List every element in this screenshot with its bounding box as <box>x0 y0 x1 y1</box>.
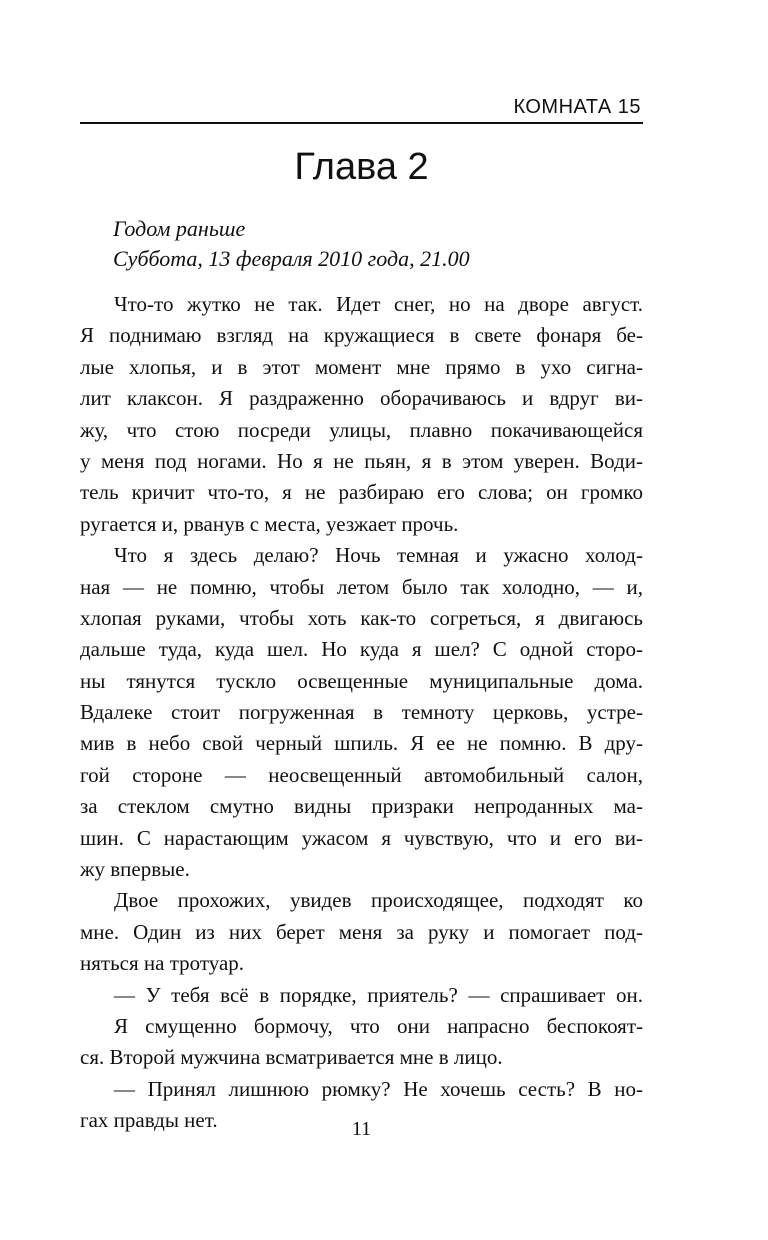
text-line: Я поднимаю взгляд на кружащиеся в свете фонаря бе- <box>80 323 643 348</box>
text-line: — Принял лишнюю рюмку? Не хочешь сесть? В но- <box>114 1076 643 1101</box>
text-line: ная — не помню, чтобы летом было так холодно, — и, <box>80 574 643 599</box>
text-line: Что-то жутко не так. Идет снег, но на дворе август. <box>114 292 643 316</box>
text-line: ны тянутся тускло освещенные муниципальные дома. <box>80 668 643 693</box>
text-line: у меня под ногами. Но я не пьян, я в этом уверен. Води- <box>80 448 643 473</box>
text-line: за стеклом смутно видны призраки непроданных ма- <box>80 794 643 819</box>
chapter-title: Глава 2 <box>294 146 429 188</box>
text-line: жу впервые. <box>80 857 190 882</box>
chapter-subtitle-date: Суббота, 13 февраля 2010 года, 21.00 <box>113 246 470 271</box>
text-line: ся. Второй мужчина всматривается мне в лицо. <box>80 1045 503 1070</box>
text-line: мив в небо свой черный шпиль. Я ее не помню. В дру- <box>80 731 643 756</box>
text-line: гой стороне — неосвещенный автомобильный салон, <box>80 762 643 787</box>
text-line: хлопая руками, чтобы хоть как-то согреться, я двигаюсь <box>80 605 643 630</box>
text-line: мне. Один из них берет меня за руку и помогает под- <box>80 919 643 944</box>
text-line: лит клаксон. Я раздраженно оборачиваюсь и вдруг ви- <box>80 386 643 411</box>
page-number: 11 <box>351 1118 372 1140</box>
text-line: Я смущенно бормочу, что они напрасно беспокоят- <box>114 1013 643 1038</box>
text-line: гах правды нет. <box>80 1108 218 1133</box>
running-title: КОМНАТА 15 <box>513 96 641 118</box>
text-line: шин. С нарастающим ужасом я чувствую, что и его ви- <box>80 825 643 850</box>
text-line: лые хлопья, и в этот момент мне прямо в ухо сигна- <box>80 354 643 379</box>
body-text <box>80 289 643 1137</box>
running-header <box>80 96 643 124</box>
text-line: ругается и, рванув с места, уезжает прочь. <box>80 511 459 536</box>
text-line: Двое прохожих, увидев происходящее, подходят ко <box>114 888 643 913</box>
text-line: Что я здесь делаю? Ночь темная и ужасно холод- <box>114 543 643 568</box>
chapter-subtitle-time: Годом раньше <box>113 216 246 241</box>
text-line: Вдалеке стоит погруженная в темноту церковь, устре- <box>80 700 643 725</box>
text-line: — У тебя всё в порядке, приятель? — спрашивает он. <box>114 982 643 1007</box>
text-line: жу, что стою посреди улицы, плавно покачивающейся <box>80 417 643 442</box>
text-line: дальше туда, куда шел. Но куда я шел? С одной сторо- <box>80 637 643 662</box>
text-line: тель кричит что-то, я не разбираю его слова; он громко <box>80 480 643 505</box>
text-line: няться на тротуар. <box>80 951 245 976</box>
